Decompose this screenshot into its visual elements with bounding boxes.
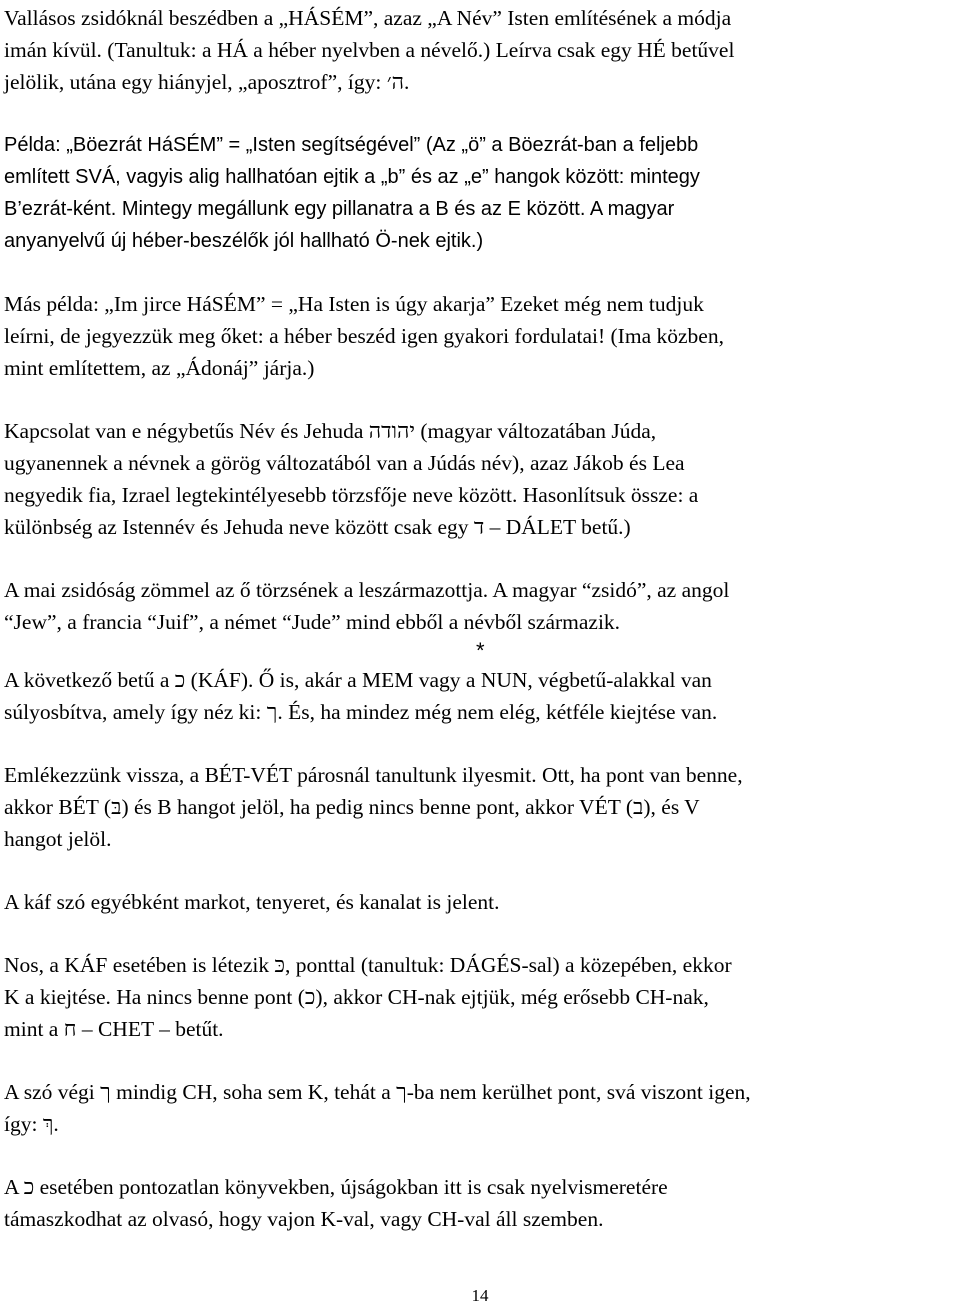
- text-line: súlyosbítva, amely így néz ki: ך. És, ha mindez még nem elég, kétféle kiejtése van.: [4, 700, 718, 724]
- paragraph-gap: [4, 543, 960, 574]
- paragraph-mai-zsidosag: [4, 574, 960, 638]
- page-number: 14: [471, 1286, 489, 1305]
- text-line: Nos, a KÁF esetében is létezik כּ, ponttal (tanultuk: DÁGÉS-sal) a közepében, ekkor: [4, 953, 732, 977]
- paragraph-gap: [4, 257, 960, 288]
- paragraph-bet-vet: [4, 759, 960, 855]
- paragraph-mas-pelda: [4, 288, 960, 384]
- text-line: Kapcsolat van e négybetűs Név és Jehuda יהודה (magyar változatában Júda,: [4, 419, 657, 443]
- text-line: Példa: „Böezrát HáSÉM” = „Isten segítségével” (Az „ö” a Böezrát-ban a feljebb: [4, 134, 699, 156]
- paragraph-gap: [4, 1140, 960, 1171]
- text-line: A következő betű a כ (KÁF). Ő is, akár a MEM vagy a NUN, végbetű-alakkal van: [4, 668, 712, 692]
- paragraph-jehuda: [4, 415, 960, 543]
- text-line: mint említettem, az „Ádonáj” járja.): [4, 356, 315, 380]
- text-line: A כ esetében pontozatlan könyvekben, újságokban itt is csak nyelvismeretére: [4, 1175, 668, 1199]
- text-line: leírni, de jegyezzük meg őket: a héber beszéd igen gyakori fordulatai! (Ima közben,: [4, 324, 724, 348]
- paragraph-gap: [4, 855, 960, 886]
- paragraph-gap: [4, 384, 960, 415]
- text-line: negyedik fia, Izrael legtekintélyesebb törzsfője neve között. Hasonlítsuk össze: a: [4, 483, 699, 507]
- text-line: K a kiejtése. Ha nincs benne pont (כ), akkor CH-nak ejtjük, még erősebb CH-nak,: [4, 985, 709, 1009]
- paragraph-gap: [4, 1045, 960, 1076]
- section-separator: *: [476, 638, 485, 663]
- text-line: anyanyelvű új héber-beszélők jól hallható Ö-nek ejtik.): [4, 230, 484, 252]
- paragraph-kaf-dages: [4, 949, 960, 1045]
- text-line: említett SVÁ, vagyis alig hallhatóan ejtik a „b” és az „e” hangok között: mintegy: [4, 166, 700, 188]
- text-line: A szó végi ך mindig CH, soha sem K, tehát a ך-ba nem kerülhet pont, svá viszont igen,: [4, 1080, 751, 1104]
- text-line: különbség az Istennév és Jehuda neve között csak egy ד – DÁLET betű.): [4, 515, 631, 539]
- text-line: ugyanennek a névnek a görög változatából van a Júdás név), azaz Jákob és Lea: [4, 451, 685, 475]
- text-line: “Jew”, a francia “Juif”, a német “Jude” mind ebből a névből származik.: [4, 610, 621, 634]
- text-line: imán kívül. (Tanultuk: a HÁ a héber nyelvben a névelő.) Leírva csak egy HÉ betűvel: [4, 38, 735, 62]
- paragraph-unpointed-books: [4, 1171, 960, 1235]
- paragraph-kaf-meaning: [4, 886, 960, 918]
- paragraph-hasem: [4, 2, 960, 98]
- text-line: Más példa: „Im jirce HáSÉM” = „Ha Isten is úgy akarja” Ezeket még nem tudjuk: [4, 292, 704, 316]
- text-line: A mai zsidóság zömmel az ő törzsének a leszármazottja. A magyar “zsidó”, az angol: [4, 578, 730, 602]
- paragraph-final-kaf: [4, 1076, 960, 1140]
- paragraph-gap: [4, 918, 960, 949]
- text-line: B’ezrát-ként. Mintegy megállunk egy pillanatra a B és az E között. A magyar: [4, 198, 675, 220]
- text-line: Vallásos zsidóknál beszédben a „HÁSÉM”, azaz „A Név” Isten említésének a módja: [4, 6, 732, 30]
- text-line: Emlékezzünk vissza, a BÉT-VÉT párosnál tanultunk ilyesmit. Ott, ha pont van benne,: [4, 763, 743, 787]
- paragraph-kaf-intro: [4, 664, 960, 728]
- text-line: A káf szó egyébként markot, tenyeret, és kanalat is jelent.: [4, 890, 500, 914]
- text-line: jelölik, utána egy hiányjel, „aposztrof”, így: ה׳.: [4, 70, 410, 94]
- paragraph-gap: [4, 728, 960, 759]
- text-line: akkor BÉT (בּ) és B hangot jelöl, ha pedig nincs benne pont, akkor VÉT (ב), és V: [4, 795, 700, 819]
- paragraph-pelda-boezrat: [4, 129, 960, 257]
- text-line: mint a ח – CHET – betűt.: [4, 1017, 224, 1041]
- text-line: így: ךְ.: [4, 1112, 59, 1136]
- text-line: támaszkodhat az olvasó, hogy vajon K-val, vagy CH-val áll szemben.: [4, 1207, 604, 1231]
- text-line: hangot jelöl.: [4, 827, 112, 851]
- paragraph-gap: [4, 98, 960, 129]
